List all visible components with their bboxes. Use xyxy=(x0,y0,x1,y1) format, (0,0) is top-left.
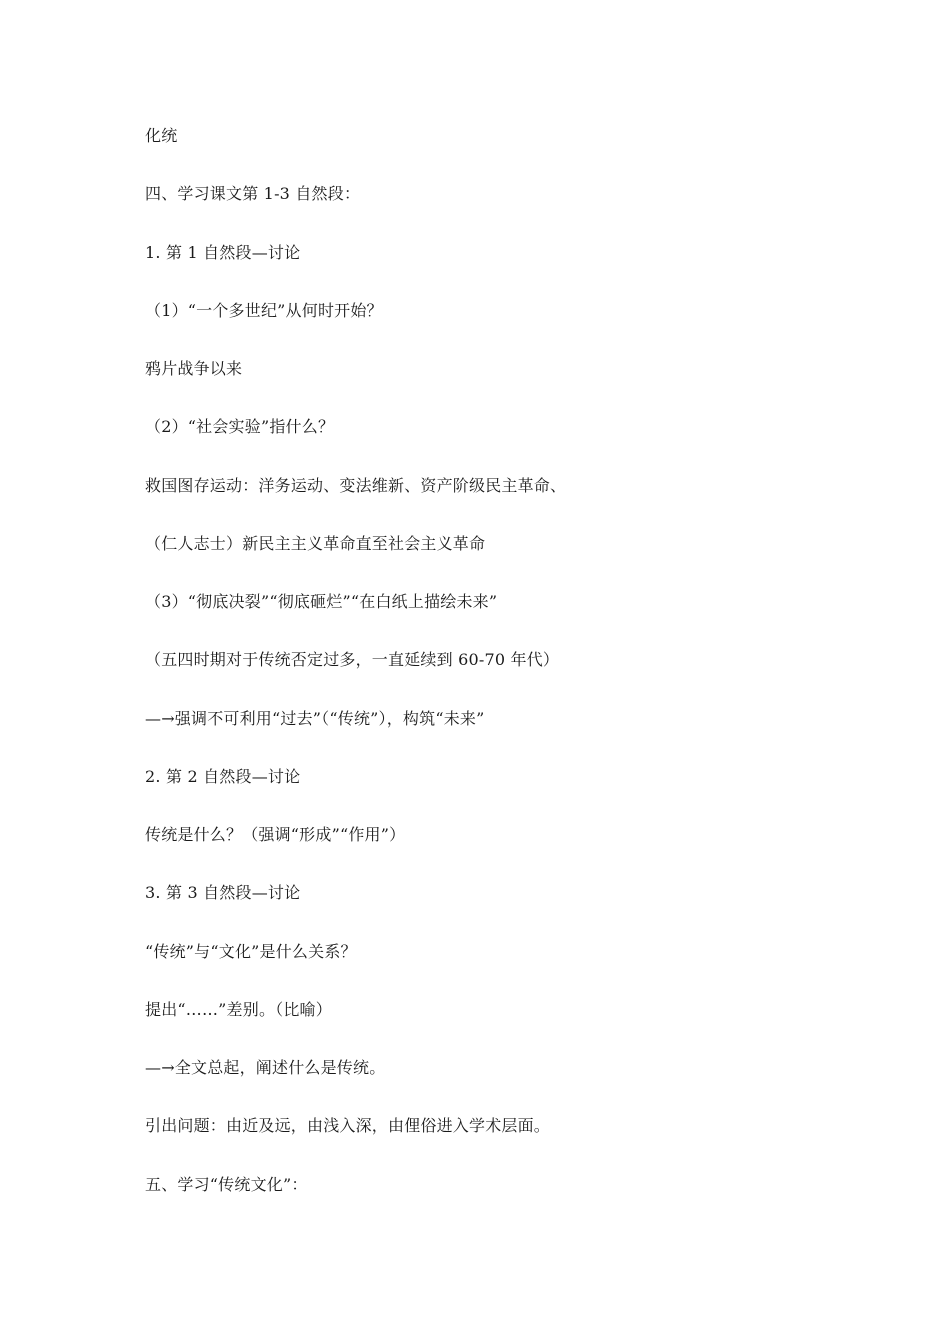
question-line: （3）“彻底决裂”“彻底砸烂”“在白纸上描绘未来” xyxy=(145,592,498,611)
text-line: 化统 xyxy=(145,126,178,145)
answer-line: （仁人志士）新民主主义革命直至社会主义革命 xyxy=(145,533,486,553)
answer-line: 救国图存运动：洋务运动、变法维新、资产阶级民主革命、 xyxy=(145,475,567,495)
answer-line: 引出问题：由近及远，由浅入深，由俚俗进入学术层面。 xyxy=(145,1116,551,1136)
subsection-heading: 1. 第 1 自然段—讨论 xyxy=(145,242,301,262)
answer-line: （五四时期对于传统否定过多，一直延续到 60-70 年代） xyxy=(145,650,560,670)
question-line: （1）“一个多世纪”从何时开始？ xyxy=(145,300,383,320)
question-line: “传统”与“文化”是什么关系？ xyxy=(145,941,357,961)
answer-line: 提出“……”差别。（比喻） xyxy=(145,999,332,1019)
subsection-heading: 2. 第 2 自然段—讨论 xyxy=(145,766,301,786)
section-heading: 五、学习“传统文化”： xyxy=(145,1174,308,1194)
subsection-heading: 3. 第 3 自然段—讨论 xyxy=(145,883,301,903)
section-heading: 四、学习课文第 1-3 自然段： xyxy=(145,184,361,204)
conclusion-line: —→全文总起，阐述什么是传统。 xyxy=(145,1058,386,1077)
question-line: 传统是什么？（强调“形成”“作用”） xyxy=(145,825,406,844)
document-body xyxy=(145,124,845,1231)
answer-line: 鸦片战争以来 xyxy=(145,359,243,378)
conclusion-line: —→强调不可利用“过去”（“传统”），构筑“未来” xyxy=(145,708,485,728)
question-line: （2）“社会实验”指什么？ xyxy=(145,417,335,437)
